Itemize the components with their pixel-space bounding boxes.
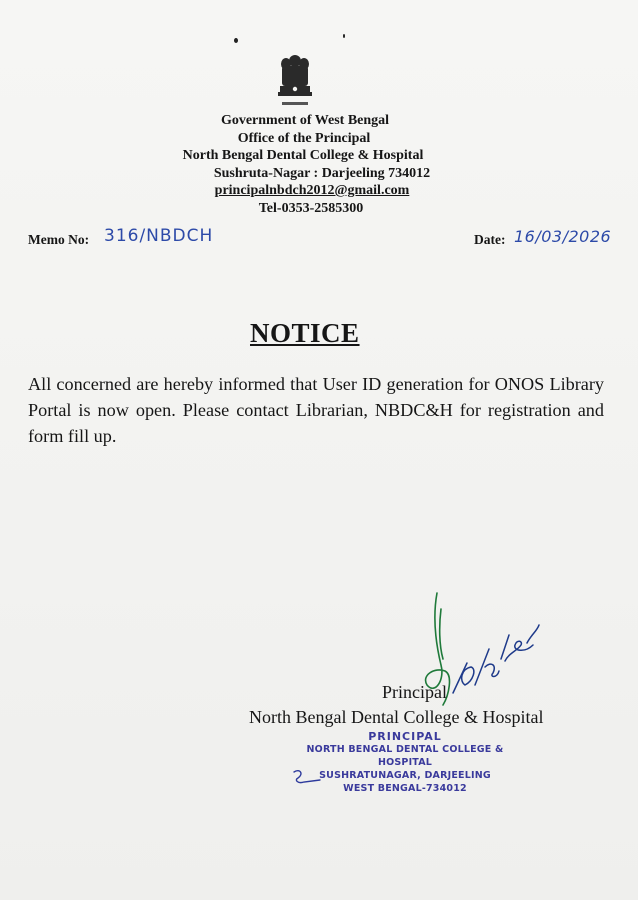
letterhead-college: North Bengal Dental College & Hospital (182, 148, 424, 163)
stamp-line-title: PRINCIPAL (368, 730, 442, 743)
letterhead-email-link[interactable]: principalnbdch2012@gmail.com (214, 183, 410, 198)
stamp-line-pin: WEST BENGAL-734012 (343, 783, 467, 794)
letterhead (0, 112, 638, 217)
ink-speck (234, 38, 238, 43)
memo-label: Memo No: (28, 232, 90, 247)
notice-body: All concerned are hereby informed that User ID generation for ONOS Library Portal is now open. Please contact Librarian, NBDC&H for registration and form fill up. (28, 374, 604, 446)
principal-signature (405, 585, 545, 725)
ink-speck (343, 34, 345, 38)
date-label: Date: (474, 232, 506, 247)
state-emblem-icon (272, 52, 318, 112)
letterhead-government: Government of West Bengal (220, 113, 390, 128)
letterhead-phone: Tel-0353-2585300 (258, 200, 364, 216)
notice-title: NOTICE (250, 318, 360, 348)
signatory-organization: North Bengal Dental College & Hospital (249, 707, 544, 727)
stamp-line-address: SUSHRATUNAGAR, DARJEELING (319, 770, 491, 781)
date-value: 16/03/2026 (514, 227, 612, 246)
letterhead-office: Office of the Principal (237, 130, 371, 146)
memo-number: 316/NBDCH (104, 226, 214, 246)
initial-mark-icon (290, 766, 324, 788)
signatory-title: Principal (382, 682, 447, 702)
stamp-line-college: NORTH BENGAL DENTAL COLLEGE & HOSPITAL (306, 744, 504, 768)
letterhead-address: Sushruta-Nagar : Darjeeling 734012 (213, 165, 431, 181)
official-stamp (300, 730, 510, 795)
